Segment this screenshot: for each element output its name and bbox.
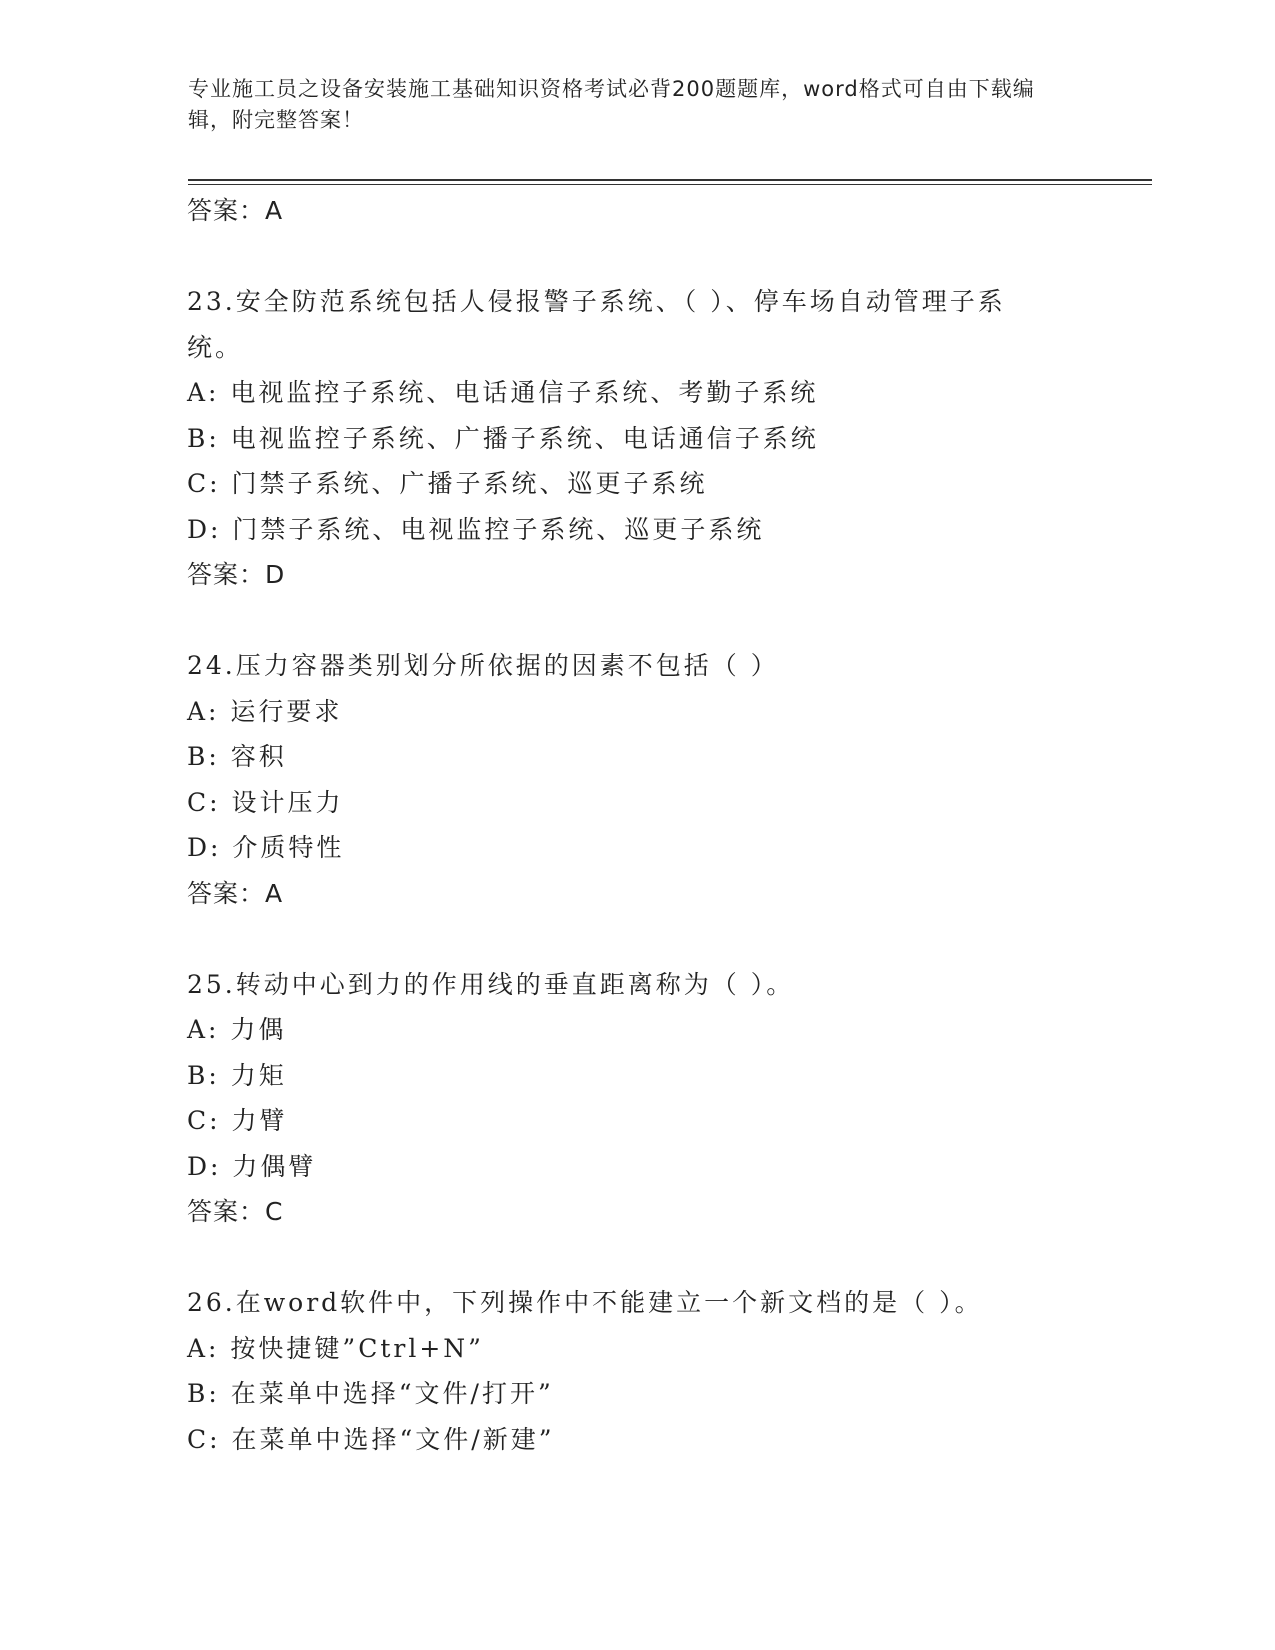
question-25-text: 25.转动中心到力的作用线的垂直距离称为（ ）。 <box>187 969 795 999</box>
question-25-option-b: B: 力矩 <box>187 1060 287 1090</box>
question-23-option-a: A: 电视监控子系统、电话通信子系统、考勤子系统 <box>187 378 819 407</box>
question-26-option-c: C: 在菜单中选择“文件/新建” <box>187 1424 555 1454</box>
question-26-option-b: B: 在菜单中选择“文件/打开” <box>187 1379 554 1408</box>
question-24-option-b: B: 容积 <box>187 742 287 771</box>
question-23-option-d: D: 门禁子系统、电视监控子系统、巡更子系统 <box>187 514 765 544</box>
question-list <box>187 188 1087 1462</box>
question-23-option-b: B: 电视监控子系统、广播子系统、电话通信子系统 <box>187 423 819 453</box>
question-24-text: 24.压力容器类别划分所依据的因素不包括（ ） <box>187 651 779 680</box>
question-23-text-cont: 统。 <box>187 332 244 362</box>
answer-prev: 答案：A <box>187 196 284 225</box>
header-rule-thick <box>188 179 1152 181</box>
document-header: 专业施工员之设备安装施工基础知识资格考试必背200题题库，word格式可自由下载编辑，附完整答案！ <box>188 77 1035 132</box>
question-23-option-c: C: 门禁子系统、广播子系统、巡更子系统 <box>187 469 708 498</box>
question-24-answer: 答案：A <box>187 878 284 908</box>
question-23-text: 23.安全防范系统包括人侵报警子系统、（ ）、停车场自动管理子系 <box>187 287 1006 316</box>
question-25-answer: 答案：C <box>187 1197 284 1226</box>
question-24-option-a: A: 运行要求 <box>187 696 343 726</box>
question-25-option-d: D: 力偶臂 <box>187 1151 317 1181</box>
question-25-option-c: C: 力臂 <box>187 1106 288 1135</box>
question-26-text: 26.在word软件中，下列操作中不能建立一个新文档的是（ ）。 <box>187 1288 983 1317</box>
question-23-answer: 答案：D <box>187 560 286 589</box>
question-26-option-a: A: 按快捷键”Ctrl+N” <box>187 1333 484 1363</box>
question-24-option-d: D: 介质特性 <box>187 833 345 862</box>
question-24-option-c: C: 设计压力 <box>187 787 344 817</box>
question-25-option-a: A: 力偶 <box>187 1015 287 1044</box>
header-rule-thin <box>188 184 1152 185</box>
